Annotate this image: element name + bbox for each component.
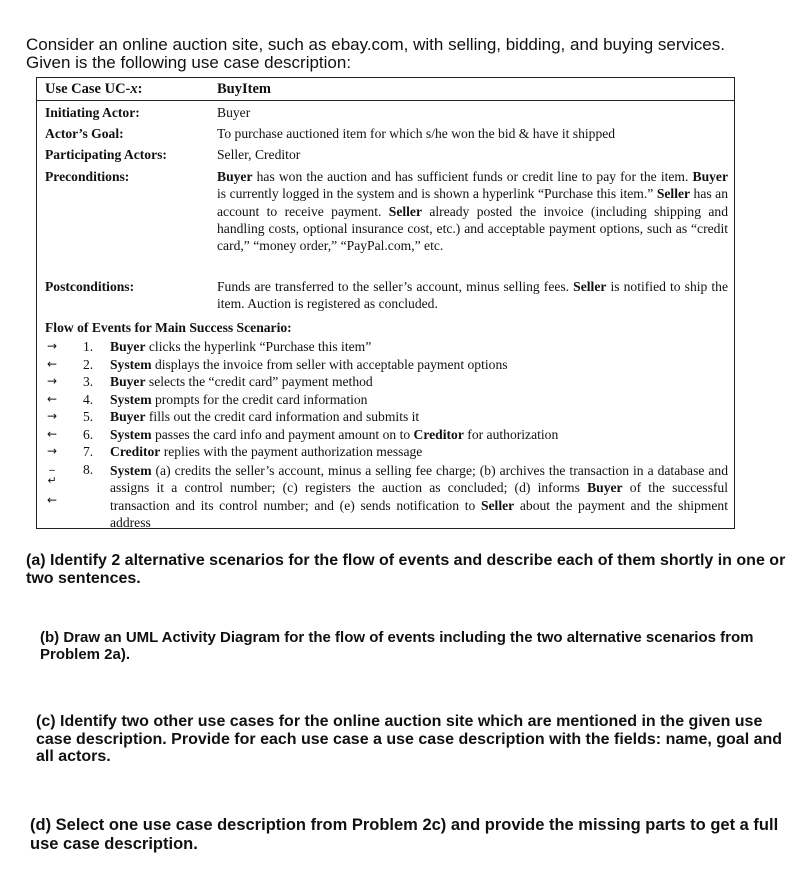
flow-step-5 [37, 409, 734, 427]
step-text: System (a) credits the seller’s account, minus a selling fee charge; (b) archives the transaction in a database and assigns it a control number; (c) registers the auction as concluded; (d) informs Buyer of the successful transaction and its control number; and (e) sends notification to Seller about the payment and the shipment address [110, 462, 728, 531]
step-text: System prompts for the credit card information [110, 391, 368, 407]
left-arrow-icon: ← [46, 492, 58, 507]
return-arrow-icon: ↵ [47, 473, 57, 487]
flow-step-6 [37, 427, 734, 445]
postconditions-label: Postconditions: [45, 279, 135, 294]
actors-goal-label: Actor’s Goal: [45, 126, 124, 141]
question-c: (c) Identify two other use cases for the online auction site which are mentioned in the given use case description. Provide for each use case a use case description with the fields: name, goal and all actors. [36, 713, 783, 765]
step-number: 5. [83, 409, 94, 424]
flow-step-7 [37, 444, 734, 462]
step-text: Creditor replies with the payment authorization message [110, 444, 423, 459]
step-text: System passes the card info and payment amount on to Creditor for authorization [110, 426, 559, 442]
step-number: 1. [83, 339, 94, 354]
flow-title: Flow of Events for Main Success Scenario: [45, 320, 292, 335]
right-arrow-icon: → [46, 409, 58, 423]
right-arrow-icon: → [46, 339, 58, 353]
step-number: 6. [83, 426, 94, 442]
postconditions-value: Funds are transferred to the seller’s account, minus selling fees. Seller is notified to ship the item. Auction is registered as concluded. [217, 279, 728, 312]
participating-actors-value: Seller, Creditor [217, 147, 301, 162]
flow-step-4 [37, 392, 734, 410]
step-number: 8. [83, 461, 94, 477]
participating-actors-label: Participating Actors: [45, 147, 167, 162]
use-case-table [36, 77, 735, 529]
flow-step-2 [37, 357, 734, 375]
step-text: Buyer selects the “credit card” payment method [110, 374, 373, 389]
right-arrow-icon: → [46, 444, 58, 458]
question-d: (d) Select one use case description from Problem 2c) and provide the missing parts to get a full use case description. [30, 816, 779, 853]
step-number: 2. [83, 356, 94, 372]
step-text: System displays the invoice from seller with acceptable payment options [110, 356, 508, 372]
step-number: 3. [83, 374, 94, 389]
question-a: (a) Identify 2 alternative scenarios for the flow of events and describe each of them shortly in one or two sentences. [26, 552, 786, 587]
intro-text: Consider an online auction site, such as ebay.com, with selling, bidding, and buying services. Given is the following use case description: [26, 35, 725, 72]
use-case-header [37, 78, 734, 101]
step-text: Buyer clicks the hyperlink “Purchase this item” [110, 339, 372, 354]
left-arrow-icon: ← [46, 356, 58, 371]
underscore-icon: _ [49, 457, 55, 471]
use-case-id-label: Use Case UC-x: [45, 81, 143, 97]
right-arrow-icon: → [46, 374, 58, 388]
step-text: Buyer fills out the credit card information and submits it [110, 409, 420, 424]
preconditions-value: Buyer has won the auction and has sufficient funds or credit line to pay for the item. Buyer is currently logged in the system and is shown a hyperlink “Purchase this item.” Seller has an account to receive payment. Seller already posted the invoice (including shipping and handling costs, optional insurance cost, etc.) and acceptable payment options, such as “credit card,” “money order,” “PayPal.com,” etc. [217, 169, 729, 254]
question-b: (b) Draw an UML Activity Diagram for the flow of events including the two alternative scenarios from Problem 2a). [40, 629, 754, 663]
flow-step-3 [37, 374, 734, 392]
use-case-name: BuyItem [217, 81, 271, 97]
preconditions-label: Preconditions: [45, 169, 130, 184]
initiating-actor-label: Initiating Actor: [45, 105, 140, 120]
flow-step-1 [37, 339, 734, 357]
step-number: 7. [83, 444, 94, 459]
step-number: 4. [83, 391, 94, 407]
initiating-actor-value: Buyer [217, 105, 251, 120]
left-arrow-icon: ← [46, 426, 58, 441]
left-arrow-icon: ← [46, 391, 58, 406]
flow-step-8 [37, 457, 734, 534]
actors-goal-value: To purchase auctioned item for which s/he won the bid & have it shipped [217, 126, 616, 141]
